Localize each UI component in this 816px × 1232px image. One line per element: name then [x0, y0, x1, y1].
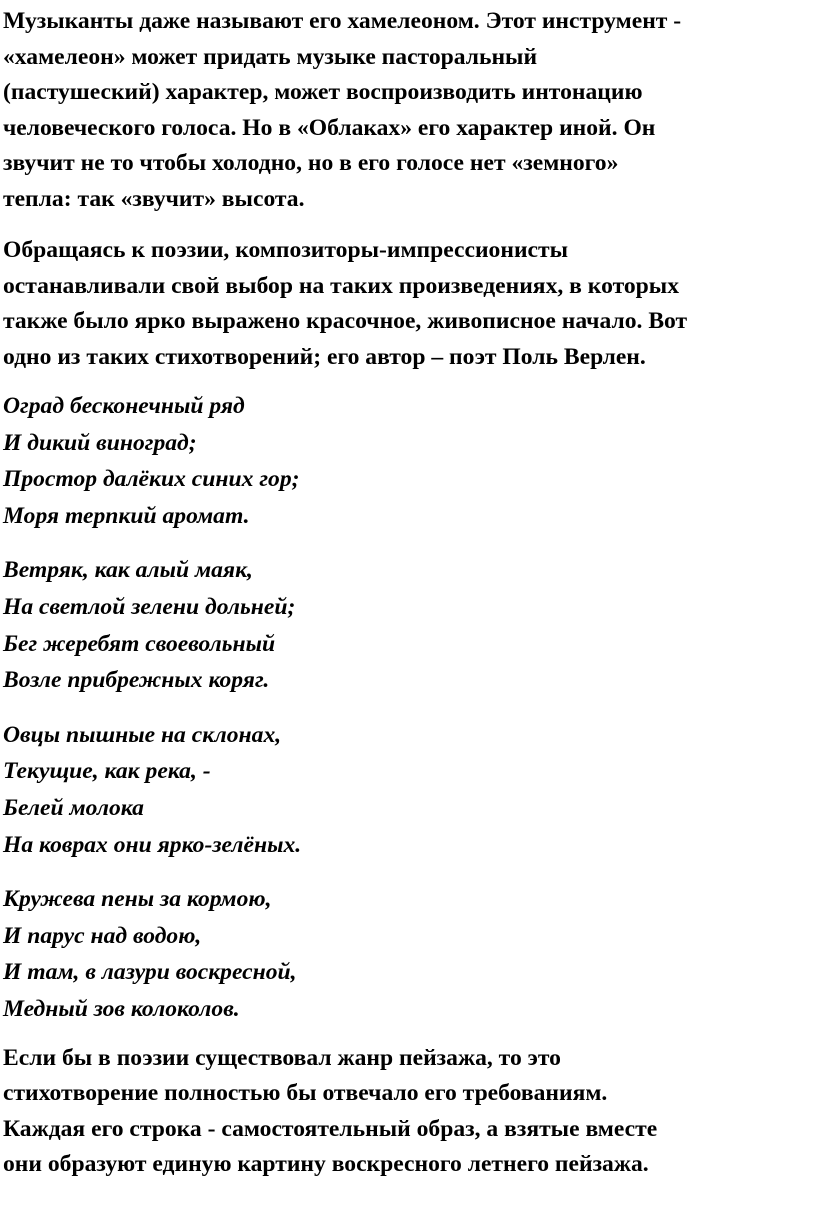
paragraph-chameleon [3, 4, 813, 217]
poem-stanza [3, 552, 813, 698]
poem-line: Оград бесконечный ряд [3, 393, 245, 419]
text-line: они образуют единую картину воскресного летнего пейзажа. [3, 1151, 649, 1177]
text-line: человеческого голоса. Но в «Облаках» его характер иной. Он [3, 114, 656, 141]
text-line: (пастушеский) характер, может воспроизводить интонацию [3, 79, 643, 105]
stanza-spacer [3, 863, 813, 881]
stanza-spacer [3, 699, 813, 717]
poem [3, 388, 813, 1028]
poem-stanza [3, 881, 813, 1027]
poem-line: И там, в лазури воскресной, [3, 959, 297, 986]
text-line: стихотворение полностью бы отвечало его требованиям. [3, 1080, 608, 1106]
stanza-spacer [3, 534, 813, 552]
text-line: также было ярко выражено красочное, живописное начало. Вот [3, 308, 688, 334]
text-line: тепла: так «звучит» высота. [3, 185, 305, 212]
poem-stanza [3, 388, 813, 534]
paragraph-closing [3, 1041, 813, 1183]
poem-line: Медный зов колоколов. [3, 995, 240, 1022]
text-line: Музыканты даже называют его хамелеоном. Этот инструмент - [3, 8, 682, 34]
text-line: останавливали свой выбор на таких произведениях, в которых [3, 272, 679, 299]
poem-line: Текущие, как река, - [3, 758, 211, 785]
poem-line: Кружева пены за кормою, [3, 886, 272, 913]
paragraph-spacer [3, 375, 813, 388]
paragraph-spacer [3, 1028, 813, 1041]
poem-line: Простор далёких синих гор; [3, 466, 300, 493]
poem-line: Белей молока [3, 794, 144, 821]
text-line: одно из таких стихотворений; его автор – поэт Поль Верлен. [3, 343, 646, 370]
poem-line: Овцы пышные на склонах, [3, 721, 282, 748]
text-line: Каждая его строка - самостоятельный образ, а взятые вместе [3, 1115, 658, 1142]
poem-line: На светлой зелени дольней; [3, 593, 296, 620]
poem-stanza [3, 717, 813, 863]
poem-line: И дикий виноград; [3, 429, 197, 456]
poem-line: На коврах они ярко-зелёных. [3, 831, 302, 858]
text-line: Обращаясь к поэзии, композиторы-импрессионисты [3, 237, 569, 263]
poem-line: И парус над водою, [3, 922, 202, 949]
text-line: Если бы в поэзии существовал жанр пейзажа, то это [3, 1044, 561, 1071]
poem-line: Бег жеребят своевольный [3, 630, 276, 657]
poem-line: Моря терпкий аромат. [3, 502, 250, 529]
text-line: «хамелеон» может придать музыке пасторальный [3, 43, 538, 70]
paragraph-impressionists [3, 233, 813, 375]
poem-line: Ветряк, как алый маяк, [3, 557, 253, 584]
poem-line: Возле прибрежных коряг. [3, 667, 270, 694]
text-line: звучит не то чтобы холодно, но в его голосе нет «земного» [3, 150, 619, 176]
paragraph-spacer [3, 217, 813, 233]
